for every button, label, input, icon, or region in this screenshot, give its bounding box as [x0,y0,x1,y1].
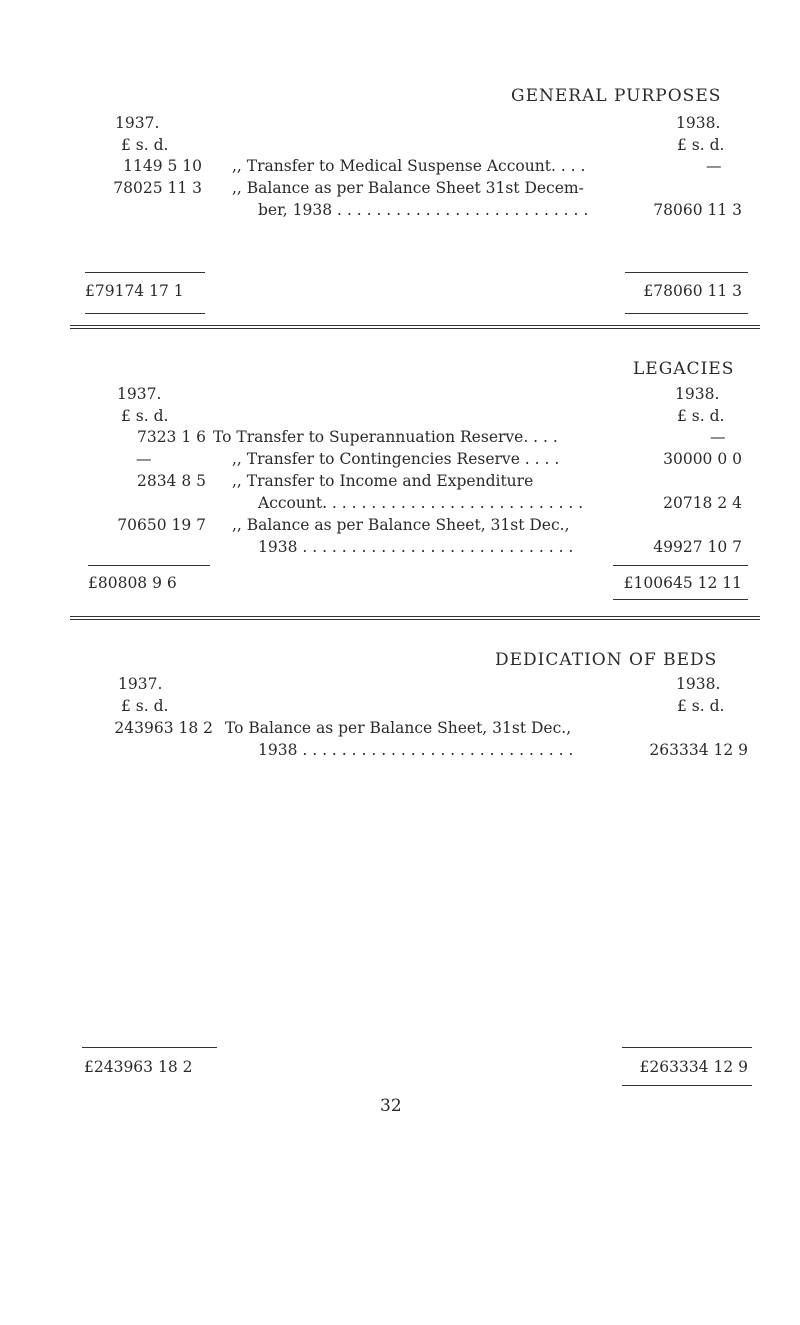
legacies-row-3-left: 2834 8 5 [136,472,206,490]
dedication-year-1938: 1938. [676,675,721,693]
section-divider-1 [70,325,760,329]
general-total-rule-left [85,272,205,273]
general-total-underline-left [85,313,205,314]
dedication-total-rule-left [82,1047,217,1048]
dedication-title: DEDICATION OF BEDS [495,650,718,670]
general-total-left: £79174 17 1 [85,282,184,300]
legacies-year-1938: 1938. [675,385,720,403]
legacies-row-2-right: 30000 0 0 [663,450,742,468]
legacies-total-rule-right [613,565,748,566]
legacies-row-1-right: — [710,428,726,446]
general-row-2-text: ,, Balance as per Balance Sheet 31st Decem- [232,179,584,197]
legacies-row-6-text: 1938 . . . . . . . . . . . . . . . . . . . . . . . . . . . . [258,538,574,556]
legacies-row-2-text: ,, Transfer to Contingencies Reserve . . . . [232,450,560,468]
legacies-row-6-right: 49927 10 7 [653,538,742,556]
legacies-total-left: £80808 9 6 [88,574,177,592]
dedication-total-underline-right [622,1085,752,1086]
legacies-row-5-left: 70650 19 7 [117,516,206,534]
dedication-lsd-left: £ s. d. [121,697,169,715]
legacies-total-underline-right [613,599,748,600]
page-number: 32 [380,1096,402,1116]
dedication-row-2-right: 263334 12 9 [649,741,748,759]
legacies-total-right: £100645 12 11 [623,574,742,592]
legacies-row-4-right: 20718 2 4 [663,494,742,512]
dedication-row-1-left: 243963 18 2 [114,719,213,737]
legacies-row-1-left: 7323 1 6 [136,428,206,446]
general-lsd-right: £ s. d. [677,136,725,154]
general-row-3-right: 78060 11 3 [653,201,742,219]
legacies-row-2-left: — [136,450,152,468]
dedication-total-left: £243963 18 2 [84,1058,193,1076]
general-row-1-text: ,, Transfer to Medical Suspense Account. . . . [232,157,586,175]
legacies-row-3-text: ,, Transfer to Income and Expenditure [232,472,534,490]
dedication-row-2-text: 1938 . . . . . . . . . . . . . . . . . . . . . . . . . . . . [258,741,574,759]
dedication-lsd-right: £ s. d. [677,697,725,715]
legacies-lsd-left: £ s. d. [121,407,169,425]
dedication-total-right: £263334 12 9 [639,1058,748,1076]
legacies-row-5-text: ,, Balance as per Balance Sheet, 31st Dec., [232,516,570,534]
legacies-title: LEGACIES [633,359,735,379]
general-total-rule-right [625,272,748,273]
general-total-underline-right [625,313,748,314]
legacies-row-1-text: To Transfer to Superannuation Reserve. . . . [213,428,558,446]
legacies-year-1937: 1937. [117,385,162,403]
general-purposes-title: GENERAL PURPOSES [511,86,722,106]
general-lsd-left: £ s. d. [121,136,169,154]
dedication-row-1-text: To Balance as per Balance Sheet, 31st Dec., [225,719,572,737]
general-total-right: £78060 11 3 [643,282,742,300]
general-year-1937: 1937. [115,114,160,132]
dedication-year-1937: 1937. [118,675,163,693]
general-row-1-right: — [706,157,722,175]
legacies-total-rule-left [88,565,210,566]
legacies-row-4-text: Account. . . . . . . . . . . . . . . . . . . . . . . . . . . [258,494,584,512]
general-row-1-left: 1149 5 10 [123,157,202,175]
general-year-1938: 1938. [676,114,721,132]
section-divider-2 [70,616,760,620]
legacies-lsd-right: £ s. d. [677,407,725,425]
dedication-total-rule-right [622,1047,752,1048]
general-row-2-left: 78025 11 3 [113,179,202,197]
general-row-3-text: ber, 1938 . . . . . . . . . . . . . . . . . . . . . . . . . . [258,201,589,219]
